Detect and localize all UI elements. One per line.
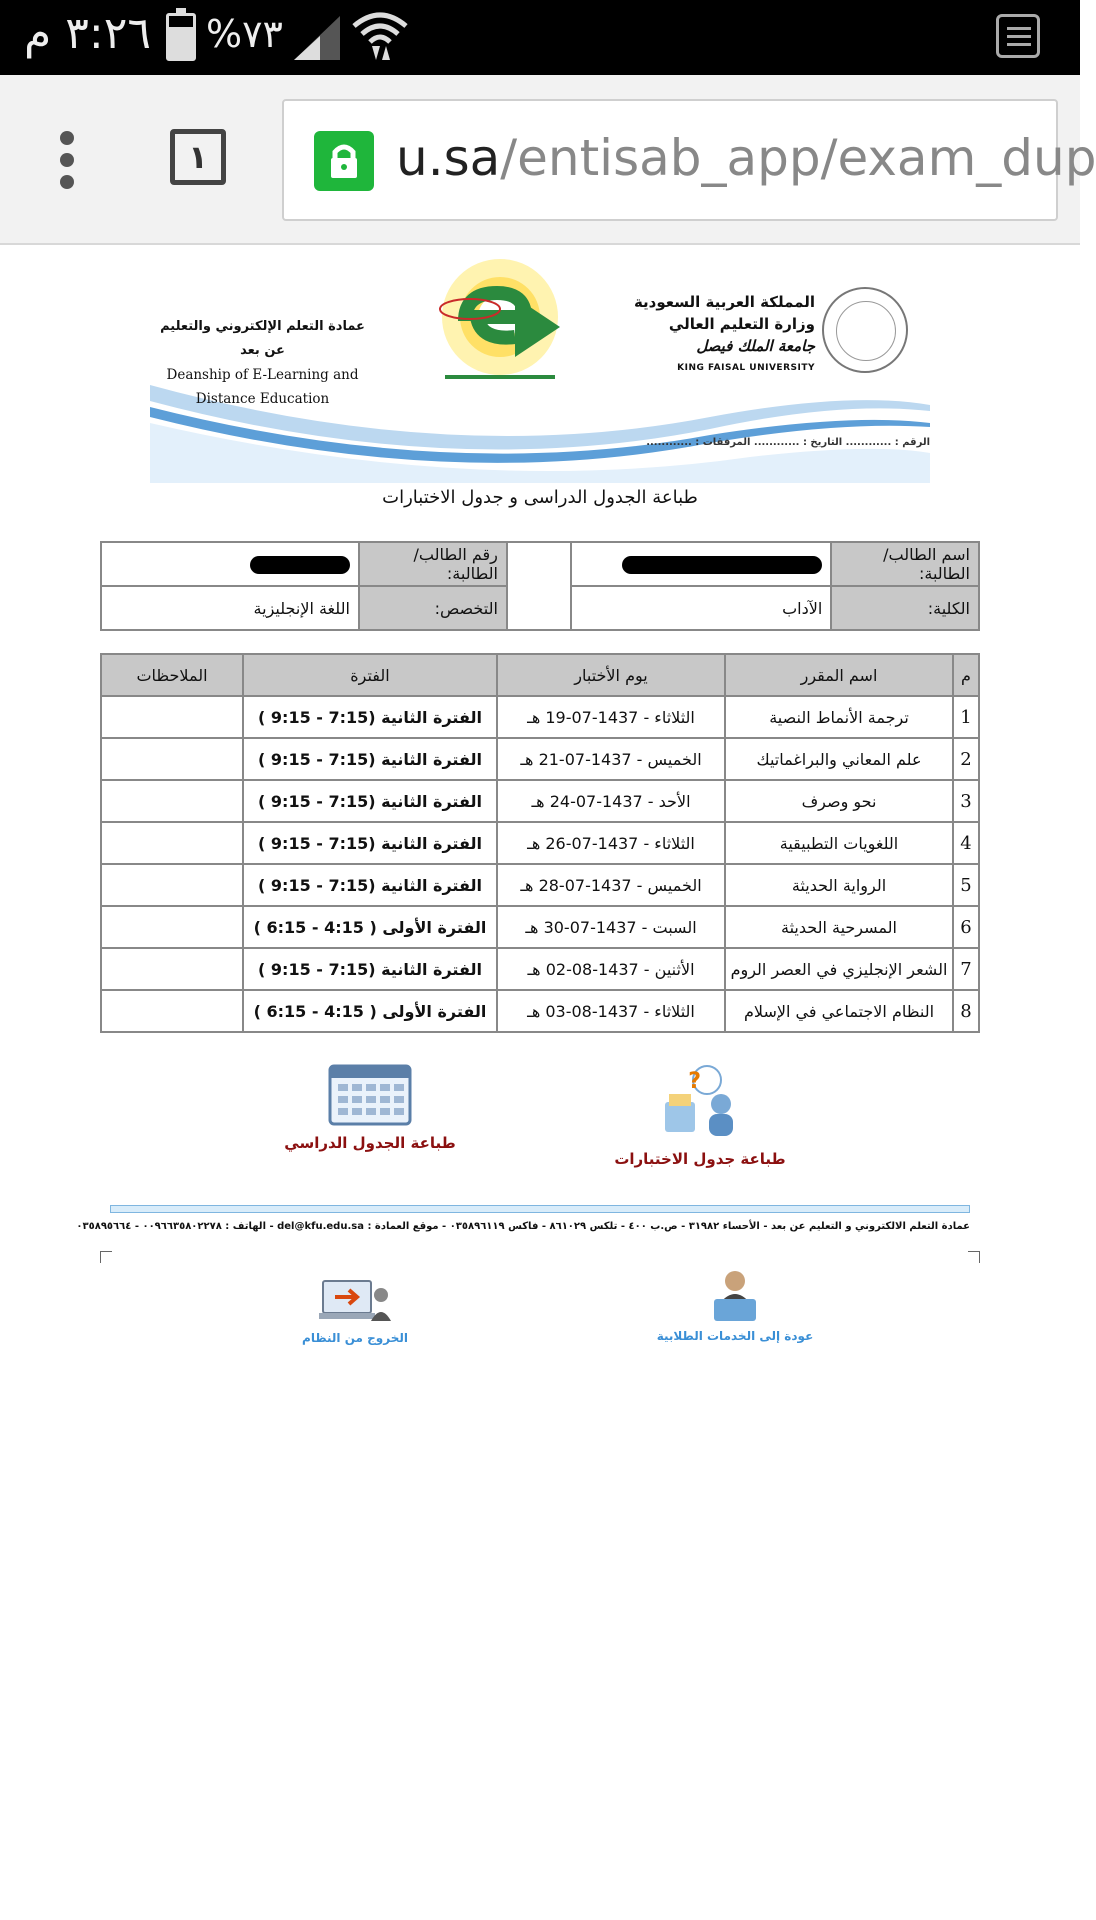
table-row — [101, 948, 979, 990]
student-name-label: اسم الطالب/الطالبة: — [831, 542, 979, 586]
battery-icon — [166, 13, 196, 61]
status-clock: ٣:٢٦ م — [24, 8, 151, 59]
row-number: 8 — [953, 990, 979, 1032]
college-label: الكلية: — [831, 586, 979, 630]
exam-day: الأحد - 1437-07-24 هـ — [497, 780, 725, 822]
calendar-icon — [328, 1062, 412, 1126]
battery-percent: %٧٣ — [206, 12, 283, 56]
major-value: اللغة الإنجليزية — [101, 586, 359, 630]
course-name: علم المعاني والبراغماتيك — [725, 738, 953, 780]
course-name: المسرحية الحديثة — [725, 906, 953, 948]
row-number: 2 — [953, 738, 979, 780]
tab-switcher-button[interactable]: ١ — [170, 129, 226, 185]
university-seal-logo — [822, 287, 908, 373]
status-bar — [0, 0, 1080, 75]
page-title: طباعة الجدول الدراسى و جدول الاختبارات — [382, 487, 698, 508]
kingdom-text: المملكة العربية السعودية — [633, 293, 815, 311]
course-name: النظام الاجتماعي في الإسلام — [725, 990, 953, 1032]
table-row — [101, 780, 979, 822]
course-name: الرواية الحديثة — [725, 864, 953, 906]
col-header-course: اسم المقرر — [725, 654, 953, 696]
exam-day: الثلاثاء - 1437-07-19 هـ — [497, 696, 725, 738]
browser-toolbar — [0, 75, 1096, 245]
exam-day: الثلاثاء - 1437-08-03 هـ — [497, 990, 725, 1032]
exam-day: الثلاثاء - 1437-07-26 هـ — [497, 822, 725, 864]
course-name: ترجمة الأنماط النصية — [725, 696, 953, 738]
footer-divider — [110, 1205, 970, 1213]
wifi-icon — [352, 10, 408, 62]
back-to-services-link[interactable] — [650, 1267, 820, 1343]
row-number: 6 — [953, 906, 979, 948]
row-number: 7 — [953, 948, 979, 990]
exam-notes — [101, 990, 243, 1032]
university-ar-text: جامعة الملك فيصل — [696, 337, 815, 355]
print-exams-button[interactable] — [600, 1062, 800, 1168]
print-exams-label: طباعة جدول الاختبارات — [614, 1150, 786, 1168]
exam-period: الفترة الثانية (7:15 - 9:15 ) — [243, 822, 497, 864]
exam-notes — [101, 696, 243, 738]
exam-period: الفترة الثانية (7:15 - 9:15 ) — [243, 696, 497, 738]
notification-icon[interactable] — [996, 14, 1040, 58]
row-number: 4 — [953, 822, 979, 864]
logout-icon — [317, 1277, 393, 1325]
table-row — [101, 738, 979, 780]
table-row — [101, 864, 979, 906]
col-header-notes: الملاحظات — [101, 654, 243, 696]
print-exams-icon — [655, 1062, 745, 1142]
print-actions — [0, 1062, 1080, 1182]
info-spacer — [507, 542, 571, 630]
crop-mark-right — [968, 1251, 980, 1263]
table-row — [101, 822, 979, 864]
logout-label: الخروج من النظام — [302, 1331, 408, 1345]
letterhead-deanship-block — [150, 315, 375, 411]
svg-text:?: ? — [688, 1069, 701, 1094]
exam-day: الخميس - 1437-07-28 هـ — [497, 864, 725, 906]
exam-period: الفترة الثانية (7:15 - 9:15 ) — [243, 948, 497, 990]
redacted-id — [250, 556, 350, 574]
url-path: /entisab_app/exam_dup — [500, 129, 1096, 187]
signal-icon — [292, 14, 342, 62]
row-number: 1 — [953, 696, 979, 738]
university-en-text: KING FAISAL UNIVERSITY — [677, 363, 815, 373]
student-id-value — [101, 542, 359, 586]
deanship-en-line1: Deanship of E-Learning and — [166, 367, 359, 383]
deanship-ar-text: عمادة التعلم الإلكتروني والتعليم عن بعد — [160, 319, 365, 358]
address-bar[interactable] — [282, 99, 1096, 221]
student-info-table — [100, 541, 980, 631]
exam-day: السبت - 1437-07-30 هـ — [497, 906, 725, 948]
reference-line: الرقم : ............ التاريخ : ............ المرفقات : ............ — [646, 437, 930, 448]
exam-day: الخميس - 1437-07-21 هـ — [497, 738, 725, 780]
exam-notes — [101, 822, 243, 864]
print-schedule-label: طباعة الجدول الدراسي — [284, 1134, 456, 1152]
print-schedule-button[interactable] — [270, 1062, 470, 1152]
redacted-name — [622, 556, 822, 574]
table-header-row — [101, 654, 979, 696]
row-number: 5 — [953, 864, 979, 906]
url-host: u.sa — [396, 129, 501, 187]
url-text — [396, 129, 1096, 187]
letterhead — [150, 257, 930, 479]
ministry-text: وزارة التعليم العالي — [668, 315, 815, 333]
major-label: التخصص: — [359, 586, 507, 630]
page-content — [0, 247, 1080, 1920]
logout-link[interactable] — [290, 1277, 420, 1345]
footer-contact-text: عمادة التعلم الالكتروني و التعليم عن بعد - الأحساء ٣١٩٨٢ - ص.ب ٤٠٠ - تلكس ٨٦١٠٢٩ - فاكس ٠٣٥٨٩٦١١٩ - موقع العمادة : del@kfu.edu.sa - الهاتف : ٠٠٩٦٦٣٥٨٠٢٢٧٨ - ٠٣٥٨٩٥٦٦٤ — [76, 1221, 970, 1232]
exam-notes — [101, 906, 243, 948]
exam-period: الفترة الثانية (7:15 - 9:15 ) — [243, 738, 497, 780]
exam-notes — [101, 864, 243, 906]
course-name: الشعر الإنجليزي في العصر الروم — [725, 948, 953, 990]
student-id-label: رقم الطالب/الطالبة: — [359, 542, 507, 586]
deanship-en-line2: Distance Education — [195, 391, 330, 407]
lock-icon — [314, 131, 374, 191]
exam-notes — [101, 780, 243, 822]
student-name-value — [571, 542, 832, 586]
back-to-services-label: عودة إلى الخدمات الطلابية — [656, 1329, 814, 1343]
exam-period: الفترة الثانية (7:15 - 9:15 ) — [243, 780, 497, 822]
crop-mark-left — [100, 1251, 112, 1263]
table-row — [101, 990, 979, 1032]
col-header-period: الفترة — [243, 654, 497, 696]
table-row — [101, 696, 979, 738]
exam-schedule-table — [100, 653, 980, 1033]
overflow-menu-icon[interactable] — [58, 131, 78, 191]
table-row — [101, 906, 979, 948]
course-name: اللغويات التطبيقية — [725, 822, 953, 864]
exam-period: الفترة الثانية (7:15 - 9:15 ) — [243, 864, 497, 906]
student-desk-icon — [708, 1267, 762, 1323]
exam-notes — [101, 948, 243, 990]
elearning-logo — [385, 257, 615, 407]
college-value: الآداب — [571, 586, 832, 630]
col-header-exam-day: يوم الأختبار — [497, 654, 725, 696]
exam-day: الأثنين - 1437-08-02 هـ — [497, 948, 725, 990]
row-number: 3 — [953, 780, 979, 822]
col-header-number: م — [953, 654, 979, 696]
course-name: نحو وصرف — [725, 780, 953, 822]
exam-notes — [101, 738, 243, 780]
exam-period: الفترة الأولى ( 4:15 - 6:15 ) — [243, 990, 497, 1032]
exam-period: الفترة الأولى ( 4:15 - 6:15 ) — [243, 906, 497, 948]
